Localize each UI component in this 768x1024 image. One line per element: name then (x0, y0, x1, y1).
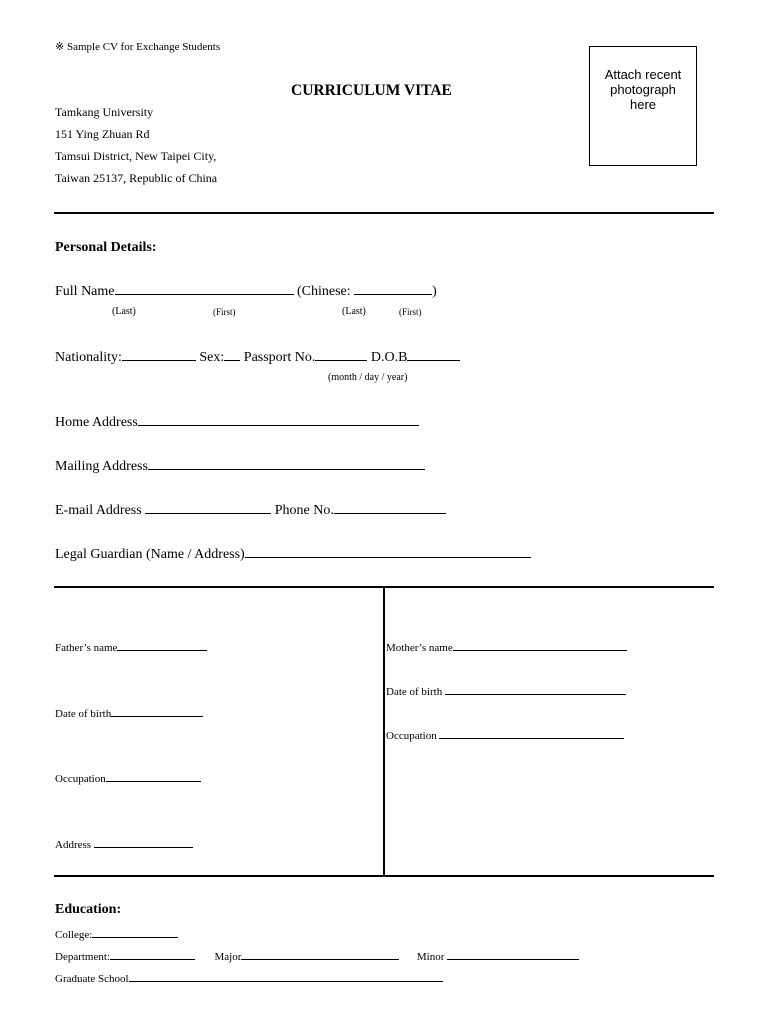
dob-label: D.O.B (370, 350, 408, 365)
education-heading: Education: (55, 902, 122, 917)
mother-dob-label: Date of birth (386, 686, 443, 698)
mother-occupation-row (386, 727, 624, 742)
graduate-row (55, 970, 443, 985)
passport-label: Passport No. (243, 350, 316, 365)
nationality-row (55, 349, 460, 366)
nationality-field[interactable] (122, 349, 196, 361)
full-name-label: Full Name (55, 284, 115, 299)
father-occupation-field[interactable] (106, 770, 201, 782)
father-name-label: Father’s name (55, 642, 118, 654)
phone-label: Phone No. (274, 503, 334, 518)
address-line-1: Tamkang University (55, 105, 154, 119)
email-phone-row (55, 502, 446, 519)
phone-field[interactable] (334, 502, 446, 514)
full-name-row (55, 283, 437, 300)
mailing-address-row (55, 458, 425, 475)
graduate-label: Graduate School (55, 973, 129, 985)
mailing-address-field[interactable] (148, 458, 425, 470)
mother-name-field[interactable] (453, 639, 627, 651)
address-line-4: Taiwan 25137, Republic of China (55, 171, 218, 185)
sample-note: ※ Sample CV for Exchange Students (55, 41, 221, 53)
home-address-field[interactable] (138, 414, 419, 426)
sex-field[interactable] (224, 349, 240, 361)
chinese-close: ) (432, 284, 437, 299)
address-line-2: 151 Ying Zhuan Rd (55, 127, 150, 141)
mother-name-row (386, 639, 627, 654)
mother-dob-field[interactable] (445, 683, 626, 695)
last-hint-1: (Last) (112, 306, 136, 317)
header-divider (54, 212, 714, 214)
home-address-row (55, 414, 419, 431)
father-address-field[interactable] (94, 836, 193, 848)
mother-dob-row (386, 683, 626, 698)
photo-box-line-2: photograph (610, 82, 676, 97)
college-row (55, 926, 178, 941)
minor-field[interactable] (447, 948, 579, 960)
father-address-row (55, 836, 193, 851)
full-name-field[interactable] (115, 283, 294, 295)
dob-hint: (month / day / year) (328, 372, 408, 383)
department-field[interactable] (110, 948, 195, 960)
father-occupation-row (55, 770, 201, 785)
last-hint-2: (Last) (342, 306, 366, 317)
graduate-field[interactable] (129, 970, 443, 982)
department-row (55, 948, 579, 963)
address-line-3: Tamsui District, New Taipei City, (55, 149, 217, 163)
guardian-field[interactable] (245, 546, 531, 558)
sex-label: Sex: (199, 350, 225, 365)
page-title: CURRICULUM VITAE (291, 82, 452, 99)
father-name-row (55, 639, 207, 654)
mother-occupation-label: Occupation (386, 730, 437, 742)
photo-box-line-3: here (629, 97, 657, 112)
parents-center-divider (383, 587, 385, 876)
major-field[interactable] (241, 948, 399, 960)
email-field[interactable] (145, 502, 271, 514)
passport-field[interactable] (315, 349, 367, 361)
mailing-address-label: Mailing Address (55, 459, 148, 474)
minor-label: Minor (416, 951, 445, 963)
chinese-label: (Chinese: (297, 284, 351, 299)
personal-details-heading: Personal Details: (55, 240, 157, 255)
guardian-label: Legal Guardian (Name / Address) (55, 547, 245, 562)
photo-box[interactable] (589, 46, 697, 166)
first-hint-1: (First) (213, 307, 236, 317)
home-address-label: Home Address (55, 415, 138, 430)
major-label: Major (214, 951, 242, 963)
guardian-row (55, 546, 531, 563)
father-dob-row (55, 705, 203, 720)
parents-bottom-divider (54, 875, 714, 877)
father-name-field[interactable] (117, 639, 207, 651)
father-occupation-label: Occupation (55, 773, 106, 785)
father-dob-label: Date of birth (55, 708, 112, 720)
chinese-name-field[interactable] (354, 283, 432, 295)
college-field[interactable] (92, 926, 178, 938)
nationality-label: Nationality: (55, 350, 122, 365)
father-dob-field[interactable] (111, 705, 203, 717)
father-address-label: Address (55, 839, 92, 851)
department-label: Department: (55, 951, 110, 963)
mother-occupation-field[interactable] (439, 727, 624, 739)
email-label: E-mail Address (55, 503, 142, 518)
photo-box-line-1: Attach recent (604, 67, 682, 82)
dob-field[interactable] (407, 349, 460, 361)
first-hint-2: (First) (399, 307, 422, 317)
college-label: College: (55, 929, 93, 941)
mother-name-label: Mother’s name (386, 642, 453, 654)
